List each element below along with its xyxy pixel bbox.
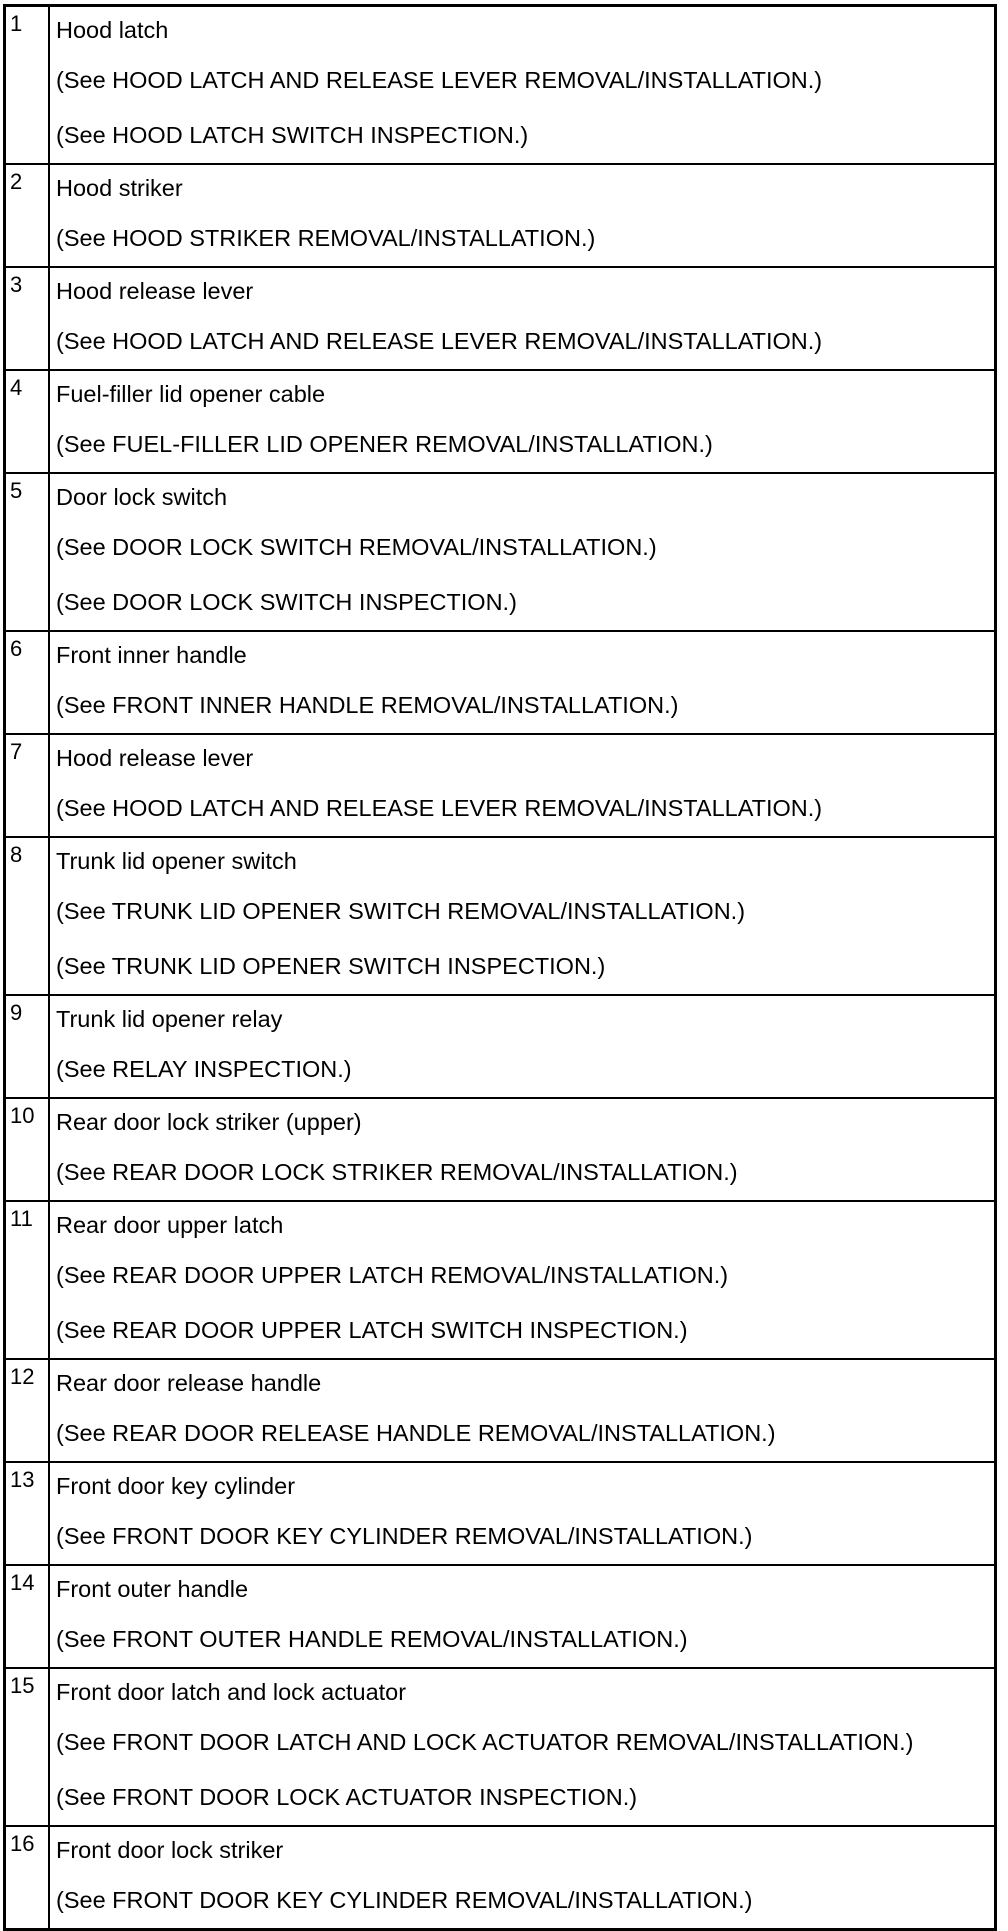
item-description-cell	[49, 1098, 996, 1201]
procedure-reference-link[interactable]: (See REAR DOOR UPPER LATCH REMOVAL/INSTALLATION.)	[56, 1262, 729, 1288]
procedure-reference-link[interactable]: (See FUEL-FILLER LID OPENER REMOVAL/INSTALLATION.)	[56, 431, 713, 457]
item-number: 10	[5, 1098, 50, 1201]
item-description-cell	[49, 267, 996, 370]
table-row	[5, 1201, 996, 1359]
item-description-cell	[49, 1668, 996, 1826]
component-name: Fuel-filler lid opener cable	[56, 381, 326, 407]
procedure-reference-link[interactable]: (See FRONT DOOR KEY CYLINDER REMOVAL/INSTALLATION.)	[56, 1523, 753, 1549]
procedure-reference-link[interactable]: (See RELAY INSPECTION.)	[56, 1056, 352, 1082]
item-number: 8	[5, 837, 50, 995]
item-number: 5	[5, 473, 50, 631]
item-description-cell	[49, 473, 996, 631]
procedure-reference-link[interactable]: (See REAR DOOR RELEASE HANDLE REMOVAL/INSTALLATION.)	[56, 1420, 776, 1446]
procedure-reference-link[interactable]: (See HOOD LATCH AND RELEASE LEVER REMOVAL/INSTALLATION.)	[56, 795, 823, 821]
item-description-cell	[49, 995, 996, 1098]
item-number: 7	[5, 734, 50, 837]
table-row	[5, 1462, 996, 1565]
procedure-reference-link[interactable]: (See HOOD LATCH AND RELEASE LEVER REMOVAL/INSTALLATION.)	[56, 328, 823, 354]
component-name: Front door lock striker	[56, 1837, 284, 1863]
component-name: Rear door release handle	[56, 1370, 322, 1396]
item-description-cell	[49, 631, 996, 734]
table-row	[5, 267, 996, 370]
component-name: Rear door upper latch	[56, 1212, 284, 1238]
item-description-cell	[49, 6, 996, 165]
procedure-reference-link[interactable]: (See DOOR LOCK SWITCH REMOVAL/INSTALLATION.)	[56, 534, 657, 560]
item-number: 16	[5, 1826, 50, 1930]
item-number: 2	[5, 164, 50, 267]
component-table-body	[5, 6, 996, 1930]
table-row	[5, 164, 996, 267]
item-description-cell	[49, 837, 996, 995]
component-name: Front inner handle	[56, 642, 247, 668]
procedure-reference-link[interactable]: (See HOOD LATCH SWITCH INSPECTION.)	[56, 122, 529, 148]
item-number: 3	[5, 267, 50, 370]
procedure-reference-link[interactable]: (See FRONT INNER HANDLE REMOVAL/INSTALLATION.)	[56, 692, 679, 718]
table-row	[5, 837, 996, 995]
item-number: 9	[5, 995, 50, 1098]
item-description-cell	[49, 1462, 996, 1565]
item-description-cell	[49, 1201, 996, 1359]
item-number: 1	[5, 6, 50, 165]
item-number: 13	[5, 1462, 50, 1565]
item-description-cell	[49, 1826, 996, 1930]
item-description-cell	[49, 734, 996, 837]
item-description-cell	[49, 370, 996, 473]
procedure-reference-link[interactable]: (See HOOD LATCH AND RELEASE LEVER REMOVAL/INSTALLATION.)	[56, 67, 823, 93]
item-number: 14	[5, 1565, 50, 1668]
table-row	[5, 1098, 996, 1201]
table-row	[5, 1565, 996, 1668]
component-name: Hood striker	[56, 175, 183, 201]
procedure-reference-link[interactable]: (See TRUNK LID OPENER SWITCH INSPECTION.)	[56, 953, 606, 979]
component-name: Front door latch and lock actuator	[56, 1679, 407, 1705]
component-table	[3, 4, 997, 1931]
table-row	[5, 1826, 996, 1930]
procedure-reference-link[interactable]: (See REAR DOOR LOCK STRIKER REMOVAL/INSTALLATION.)	[56, 1159, 738, 1185]
procedure-reference-link[interactable]: (See FRONT DOOR LOCK ACTUATOR INSPECTION.)	[56, 1784, 638, 1810]
item-description-cell	[49, 1565, 996, 1668]
component-name: Trunk lid opener switch	[56, 848, 297, 874]
table-row	[5, 1668, 996, 1826]
item-number: 12	[5, 1359, 50, 1462]
procedure-reference-link[interactable]: (See FRONT DOOR KEY CYLINDER REMOVAL/INSTALLATION.)	[56, 1887, 753, 1913]
procedure-reference-link[interactable]: (See REAR DOOR UPPER LATCH SWITCH INSPECTION.)	[56, 1317, 688, 1343]
item-number: 4	[5, 370, 50, 473]
component-name: Front outer handle	[56, 1576, 249, 1602]
table-row	[5, 370, 996, 473]
component-name: Front door key cylinder	[56, 1473, 296, 1499]
component-name: Hood release lever	[56, 278, 254, 304]
item-description-cell	[49, 1359, 996, 1462]
component-name: Hood release lever	[56, 745, 254, 771]
procedure-reference-link[interactable]: (See TRUNK LID OPENER SWITCH REMOVAL/INSTALLATION.)	[56, 898, 746, 924]
table-row	[5, 473, 996, 631]
item-number: 15	[5, 1668, 50, 1826]
component-name: Hood latch	[56, 17, 169, 43]
procedure-reference-link[interactable]: (See FRONT DOOR LATCH AND LOCK ACTUATOR REMOVAL/INSTALLATION.)	[56, 1729, 914, 1755]
item-number: 6	[5, 631, 50, 734]
item-description-cell	[49, 164, 996, 267]
procedure-reference-link[interactable]: (See DOOR LOCK SWITCH INSPECTION.)	[56, 589, 517, 615]
item-number: 11	[5, 1201, 50, 1359]
procedure-reference-link[interactable]: (See HOOD STRIKER REMOVAL/INSTALLATION.)	[56, 225, 596, 251]
procedure-reference-link[interactable]: (See FRONT OUTER HANDLE REMOVAL/INSTALLATION.)	[56, 1626, 688, 1652]
table-row	[5, 631, 996, 734]
table-row	[5, 6, 996, 165]
table-row	[5, 995, 996, 1098]
table-row	[5, 734, 996, 837]
component-name: Rear door lock striker (upper)	[56, 1109, 362, 1135]
component-name: Trunk lid opener relay	[56, 1006, 283, 1032]
component-name: Door lock switch	[56, 484, 228, 510]
table-row	[5, 1359, 996, 1462]
